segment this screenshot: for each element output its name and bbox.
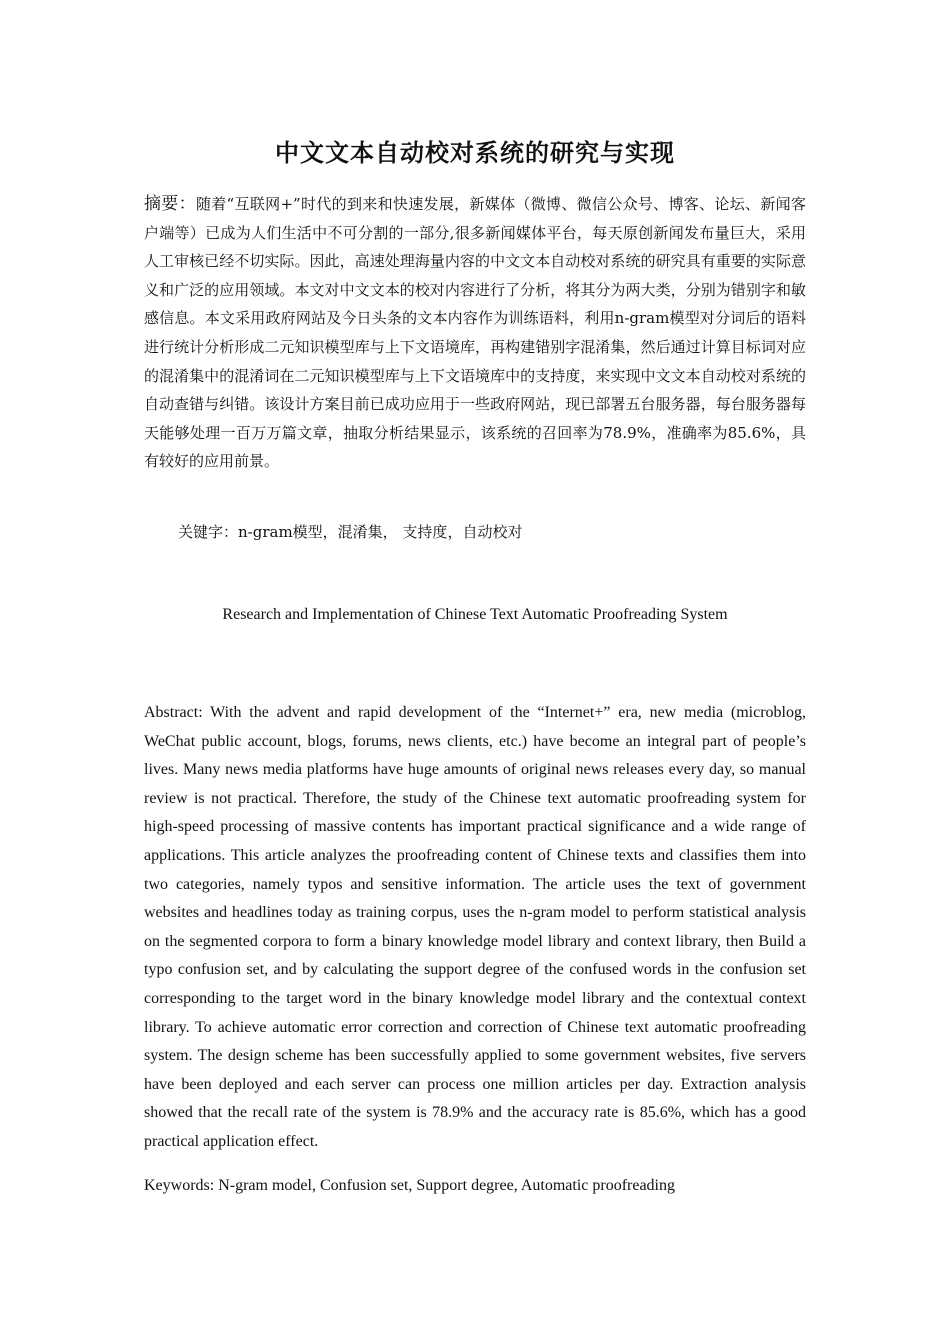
english-keywords: Keywords: N-gram model, Confusion set, Support degree, Automatic proofreading [144,1177,675,1194]
english-title: Research and Implementation of Chinese Text Automatic Proofreading System [222,606,728,623]
chinese-title: 中文文本自动校对系统的研究与实现 [275,138,675,167]
chinese-abstract-label: 摘要： [144,194,196,214]
chinese-abstract [144,190,806,476]
chinese-keywords: 关键字：n-gram模型，混淆集， 支持度，自动校对 [178,523,523,541]
english-abstract: Abstract: With the advent and rapid development of the “Internet+” era, new media (microblog, WeChat public account, blogs, forums, news clients, etc.) have become an integral part of people’s lives. Many news media platforms have huge amounts of original news releases every day, so manual review is not practical. Therefore, the study of the Chinese text automatic proofreading system for high-speed processing of massive contents has important practical significance and a wide range of applications. This article analyzes the proofreading content of Chinese texts and classifies them into two categories, namely typos and sensitive information. The article uses the text of government websites and headlines today as training corpus, uses the n-gram model to perform statistical analysis on the segmented corpora to form a binary knowledge model library and context library, then Build a typo confusion set, and by calculating the support degree of the confused words in the confusion set corresponding to the target word in the binary knowledge model library and the contextual context library. To achieve automatic error correction and correction of Chinese text automatic proofreading system. The design scheme has been successfully applied to some government websites, five servers have been deployed and each server can process one million articles per day. Extraction analysis showed that the recall rate of the system is 78.9% and the accuracy rate is 85.6%, which has a good practical application effect. [144,704,806,1150]
chinese-abstract-body: 随着“互联网+”时代的到来和快速发展，新媒体（微博、微信公众号、博客、论坛、新闻客户端等）已成为人们生活中不可分割的一部分,很多新闻媒体平台，每天原创新闻发布量巨大，采用人工审核已经不切实际。因此，高速处理海量内容的中文文本自动校对系统的研究具有重要的实际意义和广泛的应用领域。本文对中文文本的校对内容进行了分析，将其分为两大类，分别为错别字和敏感信息。本文采用政府网站及今日头条的文本内容作为训练语料，利用n-gram模型对分词后的语料进行统计分析形成二元知识模型库与上下文语境库，再构建错别字混淆集，然后通过计算目标词对应的混淆集中的混淆词在二元知识模型库与上下文语境库中的支持度，来实现中文文本自动校对系统的自动查错与纠错。该设计方案目前已成功应用于一些政府网站，现已部署五台服务器，每台服务器每天能够处理一百万万篇文章，抽取分析结果显示，该系统的召回率为78.9%，准确率为85.6%，具有较好的应用前景。 [144,195,806,471]
